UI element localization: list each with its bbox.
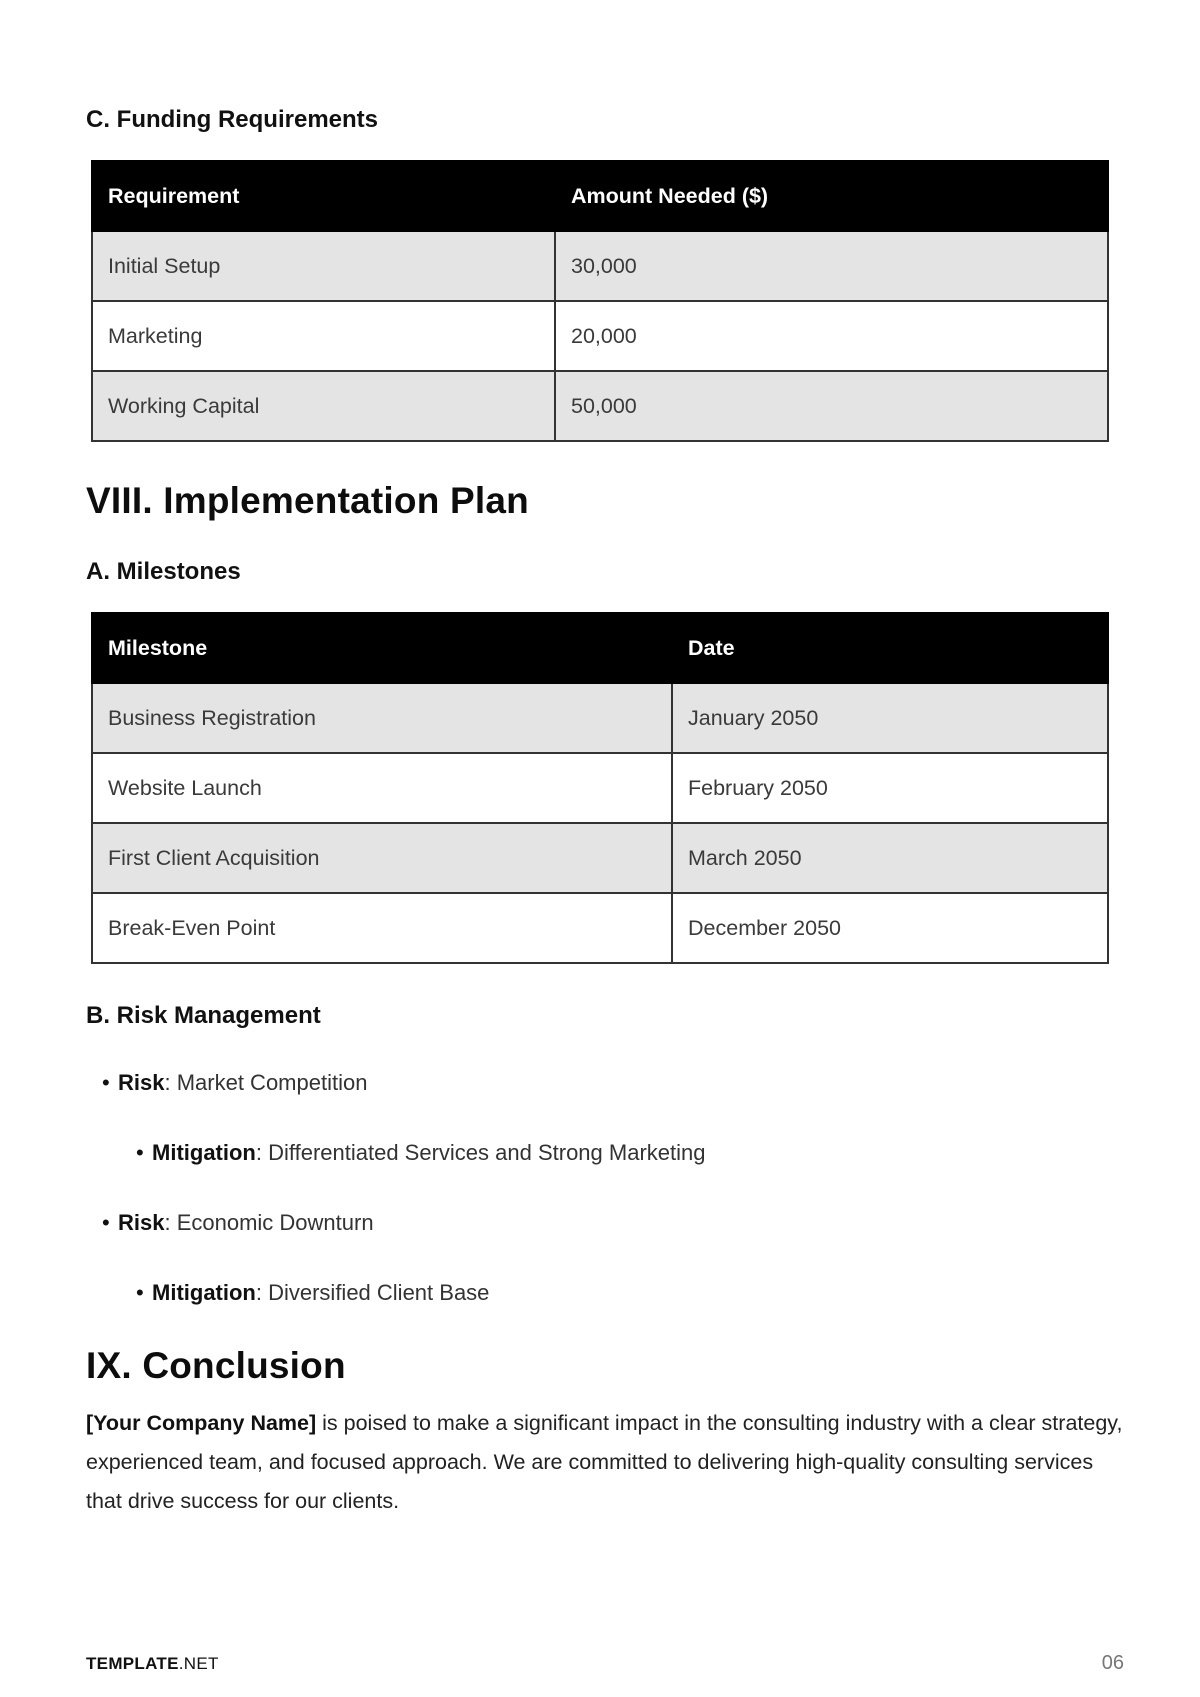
risk-text: : Economic Downturn <box>164 1210 374 1235</box>
bullet-dot: • <box>136 1280 144 1305</box>
page-number: 06 <box>1101 1652 1124 1674</box>
bullet-dot: • <box>102 1070 110 1095</box>
risk-text: : Market Competition <box>164 1070 368 1095</box>
company-name: [Your Company Name] <box>86 1411 317 1435</box>
table-cell: Marketing <box>92 301 555 371</box>
risk-item <box>102 1210 374 1236</box>
mitigation-item <box>136 1280 489 1306</box>
risk-label: Risk <box>118 1210 165 1235</box>
mitigation-text: : Differentiated Services and Strong Marketing <box>255 1140 706 1165</box>
table-cell: 20,000 <box>555 301 1108 371</box>
table-row <box>92 231 1108 301</box>
table-cell: March 2050 <box>672 823 1108 893</box>
table-cell: 30,000 <box>555 231 1108 301</box>
table-row <box>92 893 1108 963</box>
milestones-table <box>91 612 1109 964</box>
mitigation-text: : Diversified Client Base <box>255 1280 490 1305</box>
table-cell: Website Launch <box>92 753 672 823</box>
conclusion-paragraph <box>86 1404 1126 1521</box>
column-header: Requirement <box>92 161 555 231</box>
risk-heading: B. Risk Management <box>86 1002 321 1029</box>
table-cell: Initial Setup <box>92 231 555 301</box>
brand-bold: TEMPLATE <box>86 1654 179 1673</box>
table-cell: First Client Acquisition <box>92 823 672 893</box>
mitigation-label: Mitigation <box>152 1140 256 1165</box>
table-cell: 50,000 <box>555 371 1108 441</box>
bullet-dot: • <box>136 1140 144 1165</box>
table-cell: Working Capital <box>92 371 555 441</box>
table-header-row <box>92 161 1108 231</box>
implementation-heading: VIII. Implementation Plan <box>86 480 529 521</box>
column-header: Amount Needed ($) <box>555 161 1108 231</box>
table-cell: Business Registration <box>92 683 672 753</box>
table-row <box>92 371 1108 441</box>
risk-label: Risk <box>118 1070 165 1095</box>
funding-heading: C. Funding Requirements <box>86 106 379 133</box>
conclusion-body: is poised to make a significant impact in the consulting industry with a clear strategy, experienced team, and focused approach. We are committed to delivering high-quality consulting services that drive success for our clients. <box>86 1411 1123 1513</box>
bullet-dot: • <box>102 1210 110 1235</box>
table-row <box>92 683 1108 753</box>
mitigation-label: Mitigation <box>152 1280 256 1305</box>
column-header: Date <box>672 613 1108 683</box>
milestones-heading: A. Milestones <box>86 558 241 585</box>
table-header-row <box>92 613 1108 683</box>
footer-brand-logo <box>86 1654 219 1674</box>
risk-item <box>102 1070 367 1096</box>
table-cell: February 2050 <box>672 753 1108 823</box>
table-row <box>92 753 1108 823</box>
column-header: Milestone <box>92 613 672 683</box>
table-row <box>92 823 1108 893</box>
table-cell: December 2050 <box>672 893 1108 963</box>
brand-rest: .NET <box>178 1654 219 1673</box>
table-cell: Break-Even Point <box>92 893 672 963</box>
mitigation-item <box>136 1140 705 1166</box>
conclusion-heading: IX. Conclusion <box>86 1345 346 1386</box>
table-row <box>92 301 1108 371</box>
funding-table <box>91 160 1109 442</box>
table-cell: January 2050 <box>672 683 1108 753</box>
